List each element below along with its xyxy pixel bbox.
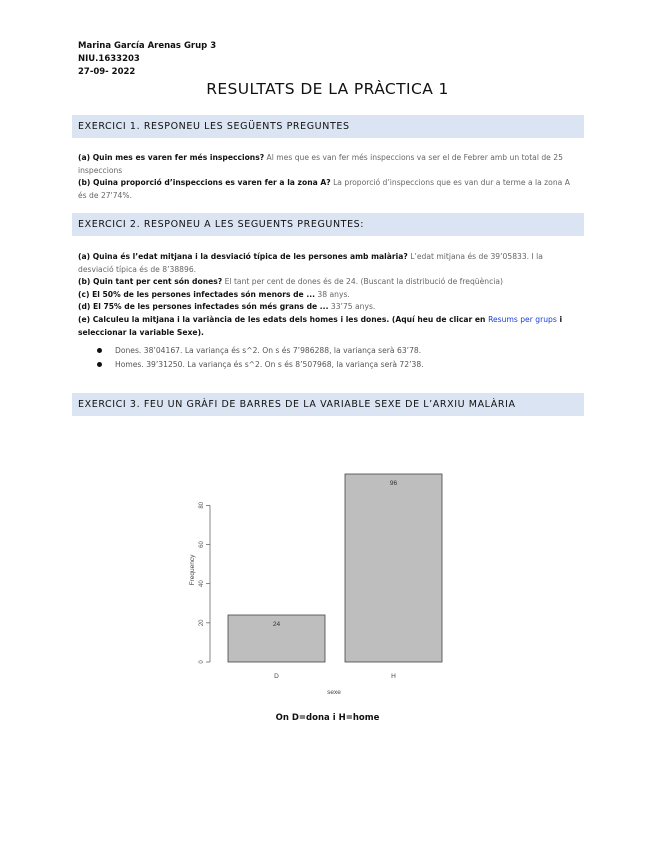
section-1-body bbox=[78, 152, 578, 202]
author-header bbox=[78, 40, 216, 79]
sex-bar-chart bbox=[180, 460, 480, 700]
y-tick-label: 0 bbox=[199, 660, 205, 664]
answer-1b-text: La proporció d’inspeccions que es van dur a terme a la zona A és de 27'74%. bbox=[78, 178, 570, 200]
list-item: Homes. 39’31250. La variança és s^2. On s és 8’507968, la variança serà 72’38. bbox=[96, 358, 424, 372]
answer-2c-text: 38 anys. bbox=[315, 289, 350, 299]
page-title: RESULTATS DE LA PRÀCTICA 1 bbox=[206, 80, 449, 98]
bar-H bbox=[345, 474, 442, 662]
answer-2b-text: El tant per cent de dones és de 24. (Buscant la distribució de freqüència) bbox=[222, 277, 503, 287]
question-2e-text-end: i seleccionar la variable Sexe). bbox=[78, 314, 563, 337]
question-2b bbox=[78, 276, 578, 289]
section-1-heading-text: EXERCICI 1. RESPONEU LES SEGÜENTS PREGUNTES bbox=[78, 121, 350, 132]
question-2b-text: (b) Quin tant per cent són dones? bbox=[78, 277, 223, 287]
question-2c bbox=[78, 289, 578, 302]
section-2-body bbox=[78, 251, 578, 339]
answer-2d-text: 33’75 anys. bbox=[328, 302, 376, 312]
x-axis bbox=[274, 673, 396, 680]
section-3-heading bbox=[72, 393, 584, 416]
question-2a bbox=[78, 251, 578, 276]
x-tick-label: D bbox=[274, 673, 279, 680]
section-2-heading-text: EXERCICI 2. RESPONEU A LES SEGUENTS PREGUNTES: bbox=[78, 219, 365, 230]
student-id: NIU.1633203 bbox=[78, 54, 140, 64]
section-2-heading bbox=[72, 213, 584, 236]
question-1b-text: (b) Quina proporció d’inspeccions es varen fer a la zona A? bbox=[78, 178, 331, 188]
question-2c-text: (c) El 50% de les persones infectades són menors de ... bbox=[78, 289, 316, 299]
section-3-heading-text: EXERCICI 3. FEU UN GRÀFI DE BARRES DE LA VARIABLE SEXE DE L’ARXIU MALÀRIA bbox=[78, 399, 516, 410]
author-name: Marina García Arenas Grup 3 bbox=[78, 41, 217, 51]
bar-value-label: 24 bbox=[272, 621, 281, 628]
answer-2a-text: L’edat mitjana és de 39’05833. I la desviació típica és de 8’38896. bbox=[78, 252, 543, 274]
answer-1a-text: Al mes que es van fer més inspeccions va ser el de Febrer amb un total de 25 inspeccions bbox=[78, 153, 563, 175]
question-1b bbox=[78, 177, 578, 202]
question-2e-text: (e) Calculeu la mitjana i la variància de les edats dels homes i les dones. (Aquí heu de clicar en bbox=[78, 314, 489, 324]
question-2e bbox=[78, 314, 578, 339]
x-tick-label: H bbox=[391, 673, 396, 680]
section-1-heading bbox=[72, 115, 584, 138]
question-2d-text: (d) El 75% de les persones infectades són més grans de ... bbox=[78, 302, 329, 312]
question-1a bbox=[78, 152, 578, 177]
y-tick-label: 80 bbox=[199, 501, 205, 509]
x-axis-label: sexe bbox=[327, 689, 341, 696]
y-axis-label: Frequency bbox=[189, 554, 196, 586]
list-item: Dones. 38’04167. La variança és s^2. On s és 7’986288, la variança serà 63’78. bbox=[96, 344, 424, 358]
question-2a-text: (a) Quina és l’edat mitjana i la desviació típica de les persones amb malària? bbox=[78, 252, 408, 261]
y-tick-label: 60 bbox=[199, 541, 205, 548]
question-1a-text: (a) Quin mes es varen fer més inspeccions? bbox=[78, 153, 265, 162]
document-date: 27-09- 2022 bbox=[78, 67, 136, 77]
variance-list bbox=[96, 344, 424, 371]
y-tick-label: 40 bbox=[199, 580, 205, 588]
question-2d bbox=[78, 301, 578, 314]
y-tick-label: 20 bbox=[199, 619, 205, 627]
bar-value-label: 96 bbox=[389, 480, 398, 487]
y-axis bbox=[199, 501, 210, 663]
bar-series bbox=[228, 474, 442, 662]
resums-per-grups-link[interactable]: Resums per grups bbox=[488, 314, 557, 324]
chart-caption: On D=dona i H=home bbox=[275, 713, 380, 723]
